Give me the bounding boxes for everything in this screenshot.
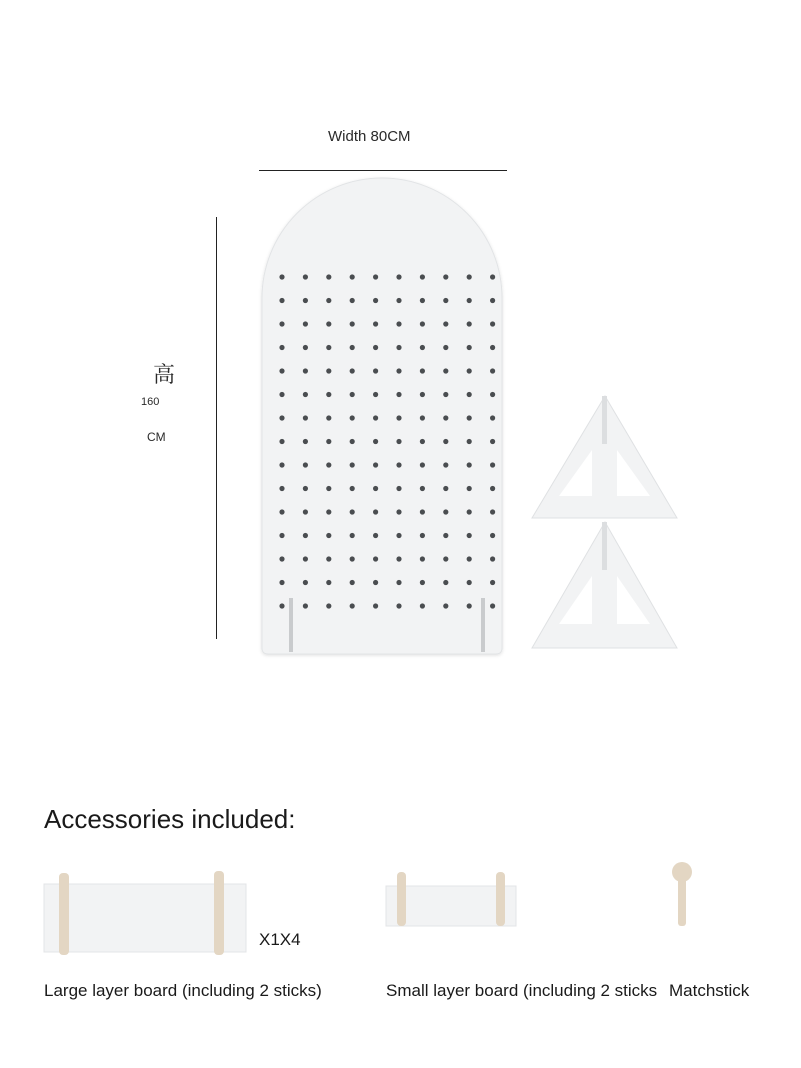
accessories-heading: Accessories included: [44, 804, 296, 834]
quantity-label: X1X4 [259, 930, 301, 949]
height-unit: CM [147, 430, 166, 444]
large-layer-board-caption: Large layer board (including 2 sticks) [44, 981, 322, 1000]
matchstick-caption: Matchstick [669, 981, 750, 1000]
height-value: 160 [141, 396, 160, 408]
width-label: Width 80CM [328, 128, 411, 145]
height-label: 高 [153, 363, 176, 388]
small-layer-board-caption: Small layer board (including 2 sticks [386, 981, 658, 1000]
